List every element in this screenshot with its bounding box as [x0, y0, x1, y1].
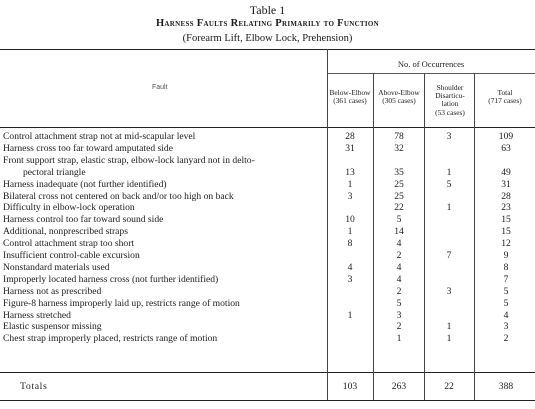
table-cell-ae: 5	[396, 297, 402, 309]
table-cell-total: 63	[501, 142, 511, 154]
table-cell-ae: 3	[396, 309, 402, 321]
table-cell-total: 2	[503, 333, 509, 345]
totals-top-rule	[0, 372, 535, 373]
table-cell-sd: 7	[446, 250, 452, 261]
fault-text: Difficulty in elbow-lock operation	[3, 202, 135, 214]
table-cell-be: 1	[347, 178, 353, 190]
table-row-fault	[3, 143, 173, 154]
table-cell-be: 31	[345, 142, 355, 154]
col-header-total: Total (717 cases)	[488, 88, 522, 106]
fault-column-header: Fault	[152, 84, 168, 91]
totals-shoulder-disarticulation: 22	[444, 381, 454, 392]
col-header-below-elbow: Below-Elbow (361 cases)	[329, 88, 371, 106]
table-cell-total: 23	[501, 202, 511, 214]
table-cell-be: 1	[347, 226, 353, 238]
header-top-rule	[0, 49, 535, 50]
table-cell-be: 3	[347, 190, 353, 202]
table-cell-be: 4	[347, 261, 353, 273]
table-cell-total: 109	[498, 131, 514, 142]
fault-text: Elastic suspensor missing	[3, 321, 102, 333]
table-cell-total: 15	[501, 226, 511, 238]
table-cell-ae: 2	[396, 321, 402, 333]
fault-text: Additional, nonprescribed straps	[3, 226, 128, 238]
fault-text: Harness not as prescribed	[3, 285, 102, 297]
table-cell-total: 5	[503, 297, 509, 309]
table-cell-total: 49	[501, 166, 511, 178]
table-cell-total: 28	[501, 190, 511, 202]
table-cell-total: 9	[503, 250, 509, 261]
table-number: Table 1	[249, 3, 286, 17]
table-cell-ae: 25	[394, 190, 404, 202]
table-row-fault	[3, 262, 110, 273]
fault-text: Front support strap, elastic strap, elbow-lock lanyard not in delto-	[3, 154, 255, 166]
table-row-fault	[3, 298, 240, 309]
table-cell-sd: 1	[446, 202, 452, 214]
table-cell-total: 3	[503, 321, 509, 333]
fault-text: Figure-8 harness improperly laid up, restricts range of motion	[3, 297, 240, 309]
table-cell-ae: 35	[394, 166, 404, 178]
table-cell-total: 4	[503, 309, 509, 321]
table-row-fault	[3, 214, 163, 225]
totals-above-elbow: 263	[391, 381, 407, 392]
table-cell-sd: 1	[446, 333, 452, 345]
table-row-fault	[3, 333, 217, 344]
col-header-above-elbow: Above-Elbow (305 cases)	[378, 88, 420, 106]
fault-text: Bilateral cross not centered on back and/or too high on back	[3, 190, 234, 202]
table-subtitle: (Forearm Lift, Elbow Lock, Prehension)	[182, 33, 353, 44]
fault-text: Improperly located harness cross (not further identified)	[3, 273, 219, 285]
table-cell-ae: 1	[396, 333, 402, 345]
fault-text: Harness inadequate (not further identified)	[3, 178, 167, 190]
table-cell-ae: 4	[396, 238, 402, 250]
table-row-fault	[3, 321, 102, 332]
table-row-fault	[3, 310, 71, 321]
totals-total: 388	[498, 381, 514, 392]
table-cell-be: 28	[345, 131, 355, 142]
table-row-fault	[3, 155, 255, 166]
column-rule	[373, 73, 374, 400]
table-cell-total: 15	[501, 214, 511, 226]
table-cell-ae: 2	[396, 250, 402, 261]
fault-text: Harness stretched	[3, 309, 71, 321]
fault-text: Harness cross too far toward amputated side	[3, 142, 173, 154]
table-cell-be: 8	[347, 238, 353, 250]
fault-text: Chest strap improperly placed, restricts range of motion	[3, 333, 218, 345]
table-cell-sd: 3	[446, 131, 452, 142]
fault-text: Control attachment strap too short	[3, 238, 135, 250]
column-rule	[424, 73, 425, 400]
table-title: Harness Faults Relating Primarily to Function	[155, 18, 380, 29]
column-rule	[474, 73, 475, 400]
table-cell-total: 5	[503, 285, 509, 297]
table-cell-ae: 25	[394, 178, 404, 190]
table-cell-ae: 5	[396, 214, 402, 226]
table-cell-be: 3	[347, 273, 353, 285]
table-cell-sd: 1	[446, 166, 452, 178]
occurrences-header: No. of Occurrences	[397, 59, 465, 69]
table-row-fault	[3, 274, 218, 285]
col-header-shoulder-disarticulation: Shoulder Disarticu-lation (53 cases)	[435, 83, 465, 117]
column-rule	[327, 49, 328, 400]
table-row-fault	[3, 179, 167, 190]
fault-text: Control attachment strap not at mid-scapular level	[3, 131, 196, 142]
table-row-fault	[3, 250, 140, 261]
table-cell-total: 12	[501, 238, 511, 250]
table-cell-total: 8	[503, 261, 509, 273]
table-cell-be: 10	[345, 214, 355, 226]
table-cell-be: 1	[347, 309, 353, 321]
table-cell-ae: 32	[394, 142, 404, 154]
header-bottom-rule	[0, 127, 535, 128]
table-cell-total: 31	[501, 178, 511, 190]
fault-text: Nonstandard materials used	[3, 261, 110, 273]
table-cell-ae: 22	[394, 202, 404, 214]
table-cell-sd: 1	[446, 321, 452, 333]
table-row-fault	[3, 226, 128, 237]
table-cell-ae: 4	[396, 273, 402, 285]
table-row-fault-continuation: pectoral triangle	[23, 166, 86, 178]
table-row-fault	[3, 202, 135, 213]
table-bottom-rule	[0, 400, 535, 401]
table-cell-total: 7	[503, 273, 509, 285]
table-cell-ae: 78	[394, 131, 404, 142]
occurrences-rule	[327, 73, 535, 74]
totals-label: Totals	[20, 381, 48, 392]
table-cell-ae: 2	[396, 285, 402, 297]
table-cell-ae: 4	[396, 261, 402, 273]
table-row-fault	[3, 286, 101, 297]
table-row-fault	[3, 191, 234, 202]
table-cell-sd: 3	[446, 285, 452, 297]
fault-text: Harness control too far toward sound side	[3, 214, 164, 226]
table-row-fault	[3, 131, 195, 142]
table-cell-ae: 14	[394, 226, 404, 238]
table-cell-sd: 5	[446, 178, 452, 190]
table-row-fault	[3, 238, 134, 249]
totals-below-elbow: 103	[342, 381, 358, 392]
table-cell-be: 13	[345, 166, 355, 178]
fault-text: Insufficient control-cable excursion	[3, 250, 140, 261]
